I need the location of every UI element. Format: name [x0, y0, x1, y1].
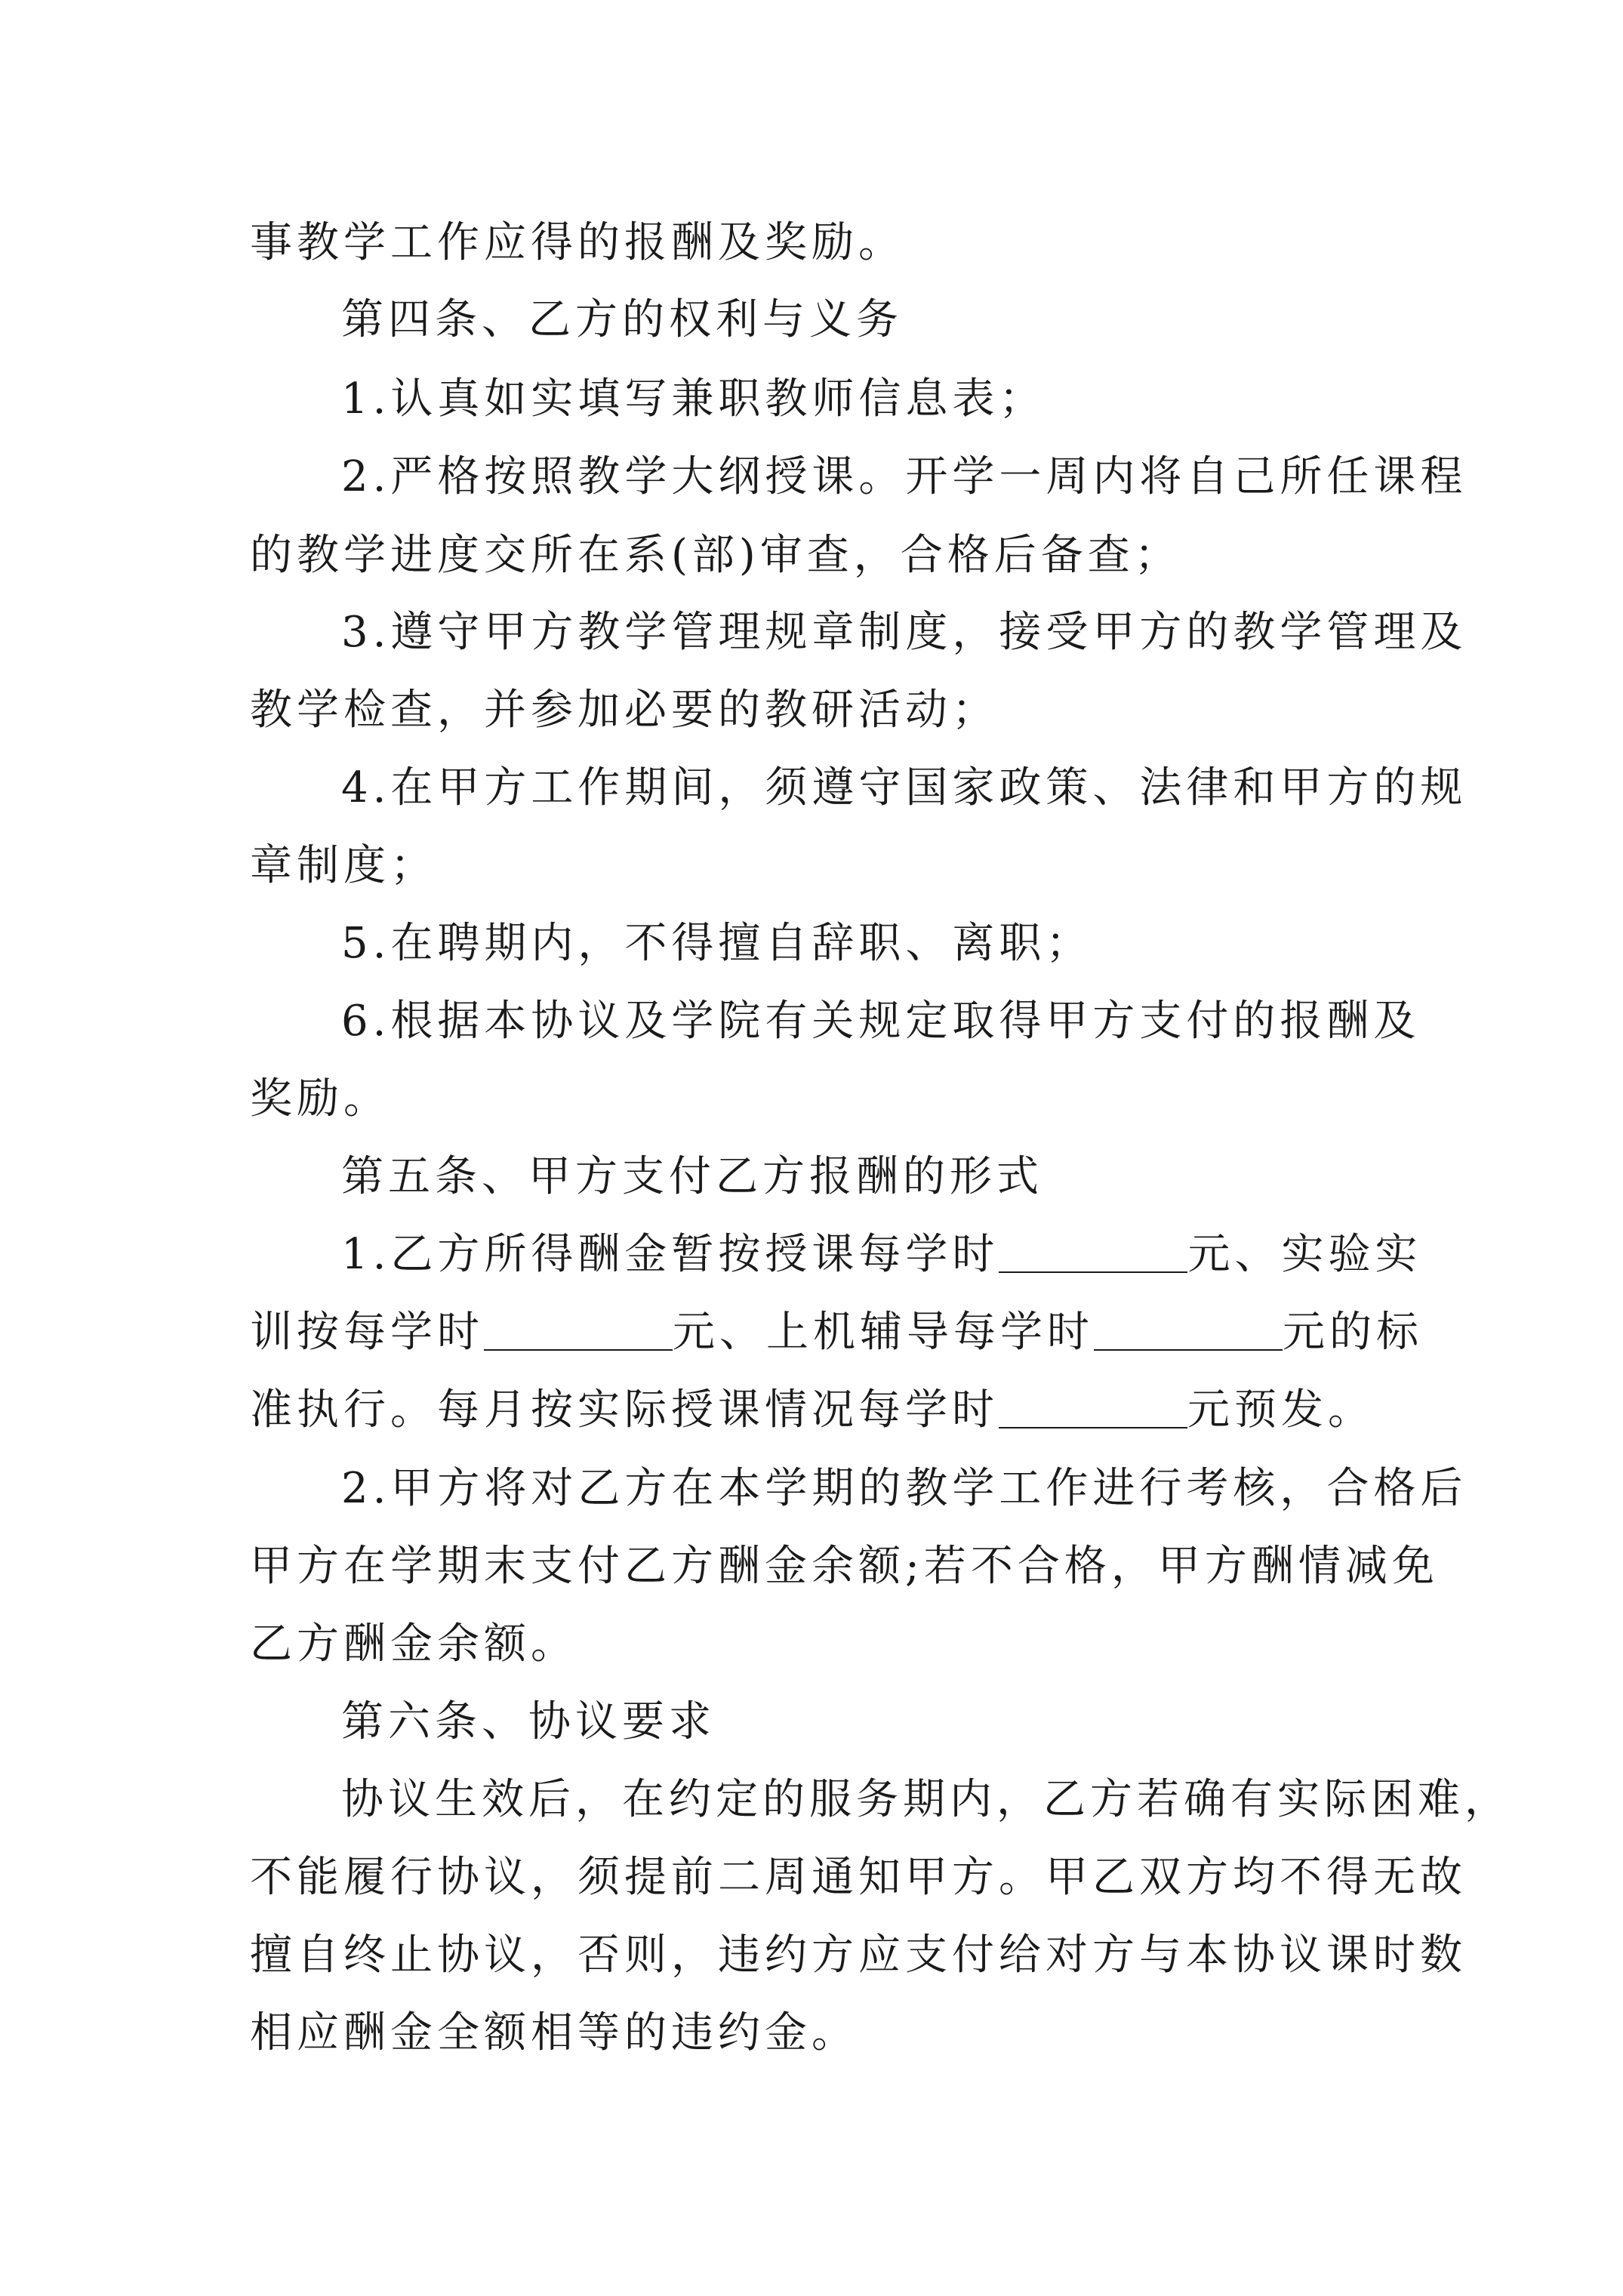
pay-line-3	[250, 1386, 1382, 1435]
text-line: 的教学进度交所在系(部)审查，合格后备查；	[250, 531, 1181, 580]
text-line: 擅自终止协议，否则，违约方应支付给对方与本协议课时数	[250, 1931, 1467, 1980]
text-line: 相应酬金全额相等的违约金。	[250, 2008, 858, 2057]
text-fragment: 元、上机辅导每学时	[673, 1308, 1094, 1357]
text-line: 乙方酬金余额。	[250, 1620, 577, 1669]
text-fragment: 元预发。	[1187, 1385, 1375, 1435]
text-line: 5.在聘期内，不得擅自辞职、离职；	[341, 919, 1093, 968]
text-line: 2.严格按照教学大纲授课。开学一周内将自己所任课程	[341, 452, 1467, 501]
text-fragment: 训按每学时	[250, 1308, 484, 1357]
text-fragment: 元、实验实	[1187, 1230, 1422, 1279]
text-line: 1.认真如实填写兼职教师信息表；	[341, 374, 1046, 424]
section-heading-4: 第四条、乙方的权利与义务	[341, 295, 903, 344]
text-line: 协议生效后，在约定的服务期内，乙方若确有实际困难，	[341, 1775, 1511, 1824]
fill-in-blank	[484, 1313, 673, 1351]
text-fragment: 1.乙方所得酬金暂按授课每学时	[341, 1230, 999, 1279]
text-line: 3.遵守甲方教学管理规章制度，接受甲方的教学管理及	[341, 608, 1467, 657]
text-line: 奖励。	[250, 1074, 390, 1123]
section-heading-5: 第五条、甲方支付乙方报酬的形式	[341, 1152, 1043, 1201]
text-line: 章制度；	[250, 841, 437, 890]
text-fragment: 元的标	[1283, 1308, 1423, 1357]
text-line: 教学检查，并参加必要的教研活动；	[250, 686, 999, 735]
fill-in-blank	[1094, 1313, 1283, 1351]
text-line: 事教学工作应得的报酬及奖励。	[250, 218, 905, 267]
text-fragment: 准执行。每月按实际授课情况每学时	[250, 1385, 999, 1435]
fill-in-blank	[999, 1235, 1187, 1273]
text-line: 6.根据本协议及学院有关规定取得甲方支付的报酬及	[341, 997, 1421, 1046]
text-line: 不能履行协议，须提前二周通知甲方。甲乙双方均不得无故	[250, 1853, 1467, 1902]
pay-line-1	[341, 1231, 1474, 1279]
text-line: 2.甲方将对乙方在本学期的教学工作进行考核，合格后	[341, 1464, 1467, 1513]
pay-line-2	[250, 1308, 1423, 1357]
text-line: 4.在甲方工作期间，须遵守国家政策、法律和甲方的规	[341, 763, 1467, 812]
fill-in-blank	[999, 1391, 1187, 1428]
text-line: 甲方在学期末支付乙方酬金余额;若不合格，甲方酬情减免	[250, 1542, 1439, 1591]
section-heading-6: 第六条、协议要求	[341, 1697, 716, 1746]
